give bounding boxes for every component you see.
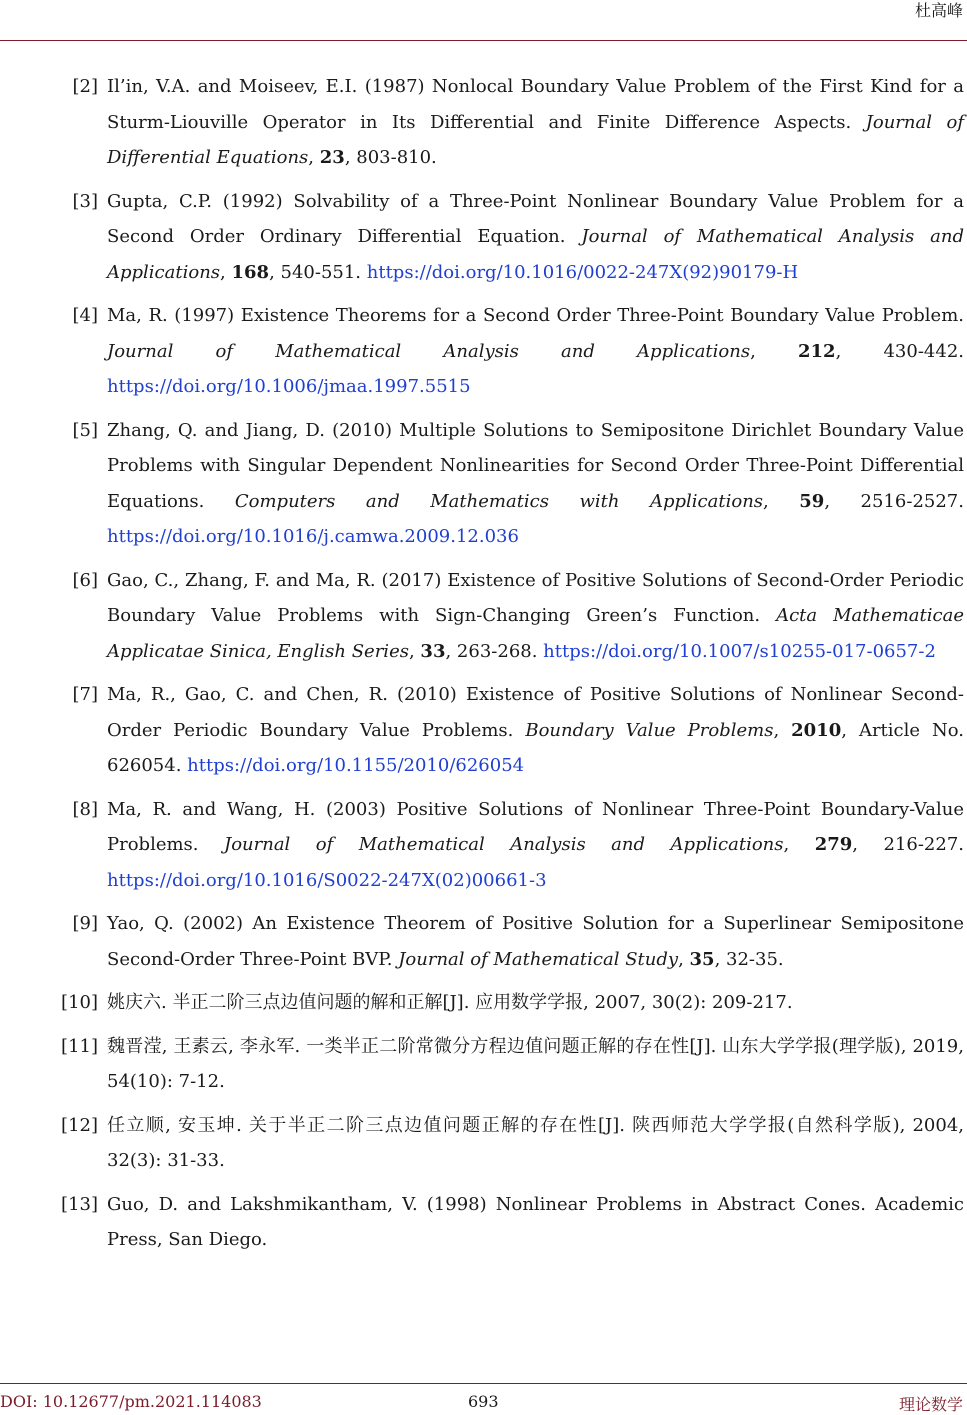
reference-text: Ma, R. and Wang, H. (2003) Positive Solutions of Nonlinear Three-Point Boundary-Value Problems. (107, 798, 964, 855)
reference-item (61, 1108, 964, 1179)
reference-volume: 279 (814, 834, 853, 855)
reference-pages: , 540-551. (269, 261, 367, 283)
reference-doi-link[interactable]: https://doi.org/10.1007/s10255-017-0657-2 (543, 640, 936, 662)
reference-journal: Journal of Mathematical Analysis and Applications (107, 340, 751, 362)
reference-journal: Journal of Mathematical Analysis and Applications (107, 226, 965, 283)
reference-item (61, 985, 964, 1021)
reference-doi-link[interactable]: https://doi.org/10.1006/jmaa.1997.5515 (107, 376, 471, 397)
reference-doi-link[interactable]: https://doi.org/10.1016/S0022-247X(02)00661-3 (107, 869, 547, 891)
reference-journal: Acta Mathematicae Applicatae Sinica, English Series (107, 605, 964, 662)
reference-item: [7] Ma, R., Gao, C. and Chen, R. (2010) Existence of Positive Solutions of Nonlinear Second-Order Periodic Boundary Value Problems. Boundary Value Problems, 2010, Article No. 626054. https://doi.org/10.1155/2010/626054 (107, 677, 964, 784)
reference-volume: 59 (799, 490, 825, 512)
page-number: 693 (468, 1392, 499, 1411)
reference-text: Gupta, C.P. (1992) Solvability of a Three-Point Nonlinear Boundary Value Problem for a Second Order Ordinary Differential Equation. (107, 190, 964, 247)
reference-text: Guo, D. and Lakshmikantham, V. (1998) Nonlinear Problems in Abstract Cones. Academic Press, San Diego. (107, 1193, 964, 1250)
reference-number: [6] (72, 569, 98, 591)
reference-number: [8] (72, 798, 98, 820)
reference-number: [2] (72, 76, 98, 97)
reference-item (61, 1187, 964, 1258)
reference-doi-link[interactable]: https://doi.org/10.1016/j.camwa.2009.12.036 (107, 526, 519, 547)
reference-item: [3] Gupta, C.P. (1992) Solvability of a Three-Point Nonlinear Boundary Value Problem for a Second Order Ordinary Differential Equation. Journal of Mathematical Analysis and Applications, 168, 540-551. https://doi.org/10.1016/0022-247X(92)90179-H (107, 184, 964, 291)
reference-number: [11] (61, 1035, 98, 1057)
reference-pages: , 430-442. (835, 340, 964, 362)
footer-journal-name: 理论数学 (898, 1395, 963, 1414)
reference-item (61, 1029, 964, 1100)
reference-journal: Boundary Value Problems (525, 719, 774, 741)
reference-text: Il’in, V.A. and Moiseev, E.I. (1987) Nonlocal Boundary Value Problem of the First Kind for a Sturm-Liouville Operator in Its Differential and Finite Difference Aspects. (107, 76, 964, 133)
reference-item: [8] Ma, R. and Wang, H. (2003) Positive Solutions of Nonlinear Three-Point Boundary-Value Problems. Journal of Mathematical Analysis and Applications, 279, 216-227. https://doi.org/10.1016/S0022-247X(02)00661-3 (107, 792, 964, 899)
reference-item: [6] Gao, C., Zhang, F. and Ma, R. (2017) Existence of Positive Solutions of Second-Order Periodic Boundary Value Problems with Sign-Changing Green’s Function. Acta Mathematicae Applicatae Sinica, English Series, 33, 263-268. https://doi.org/10.1007/s10255-017-0657-2 (107, 563, 964, 670)
reference-volume: 23 (319, 147, 345, 168)
reference-number: [9] (72, 913, 98, 934)
reference-number: [10] (61, 992, 98, 1013)
reference-text: Yao, Q. (2002) An Existence Theorem of Positive Solution for a Superlinear Semipositone Second-Order Three-Point BVP. (107, 913, 964, 970)
reference-pages: , 803-810. (344, 147, 437, 168)
reference-pages: , 263-268. (445, 640, 544, 662)
reference-number: [7] (72, 684, 98, 705)
reference-text: Gao, C., Zhang, F. and Ma, R. (2017) Existence of Positive Solutions of Second-Order Periodic Boundary Value Problems with Sign-Changing Green’s Function. (107, 569, 964, 626)
footer-doi[interactable]: DOI: 10.12677/pm.2021.114083 (0, 1392, 262, 1411)
reference-text: 魏晋滢, 王素云, 李永军. 一类半正二阶常微分方程边值问题正解的存在性[J]. 山东大学学报(理学版), 2019, 54(10): 7-12. (107, 1035, 964, 1092)
reference-journal: Journal of Mathematical Study (398, 948, 679, 970)
reference-pages: , 216-227. (852, 834, 965, 855)
reference-number: [5] (72, 419, 98, 441)
reference-number: [12] (61, 1114, 98, 1136)
reference-doi-link[interactable]: https://doi.org/10.1155/2010/626054 (187, 755, 525, 776)
reference-volume: 33 (420, 640, 446, 662)
reference-item: [9] Yao, Q. (2002) An Existence Theorem of Positive Solution for a Superlinear Semipositone Second-Order Three-Point BVP. Journal of Mathematical Study, 35, 32-35. (107, 906, 964, 977)
reference-number: [3] (72, 190, 98, 212)
reference-number: [13] (61, 1193, 98, 1215)
footer-divider (0, 1383, 967, 1384)
reference-text: Zhang, Q. and Jiang, D. (2010) Multiple Solutions to Semipositone Dirichlet Boundary Value Problems with Singular Dependent Nonlinearities for Second Order Three-Point Differential Equations. (107, 419, 964, 512)
reference-volume: 168 (231, 261, 270, 283)
reference-volume: 212 (798, 340, 836, 362)
reference-journal: Journal of Differential Equations (107, 111, 964, 168)
reference-pages: , 32-35. (714, 948, 784, 970)
reference-text: 姚庆六. 半正二阶三点边值问题的解和正解[J]. 应用数学学报, 2007, 30(2): 209-217. (107, 992, 793, 1013)
header-divider (0, 40, 967, 41)
reference-text: Ma, R., Gao, C. and Chen, R. (2010) Existence of Positive Solutions of Nonlinear Second-Order Periodic Boundary Value Problems. (107, 684, 964, 741)
header-author: 杜高峰 (914, 1, 963, 20)
reference-journal: Journal of Mathematical Analysis and Applications (223, 834, 784, 855)
reference-item: [5] Zhang, Q. and Jiang, D. (2010) Multiple Solutions to Semipositone Dirichlet Boundary Value Problems with Singular Dependent Nonlinearities for Second Order Three-Point Differential Equations. Computers and Mathematics with Applications, 59, 2516-2527. https://doi.org/10.1016/j.camwa.2009.12.036 (107, 413, 964, 555)
reference-item: [4] Ma, R. (1997) Existence Theorems for a Second Order Three-Point Boundary Value Problem. Journal of Mathematical Analysis and Applications, 212, 430-442. https://doi.org/10.1006/jmaa.1997.5515 (107, 298, 964, 405)
reference-item: [2] Il’in, V.A. and Moiseev, E.I. (1987) Nonlocal Boundary Value Problem of the First Kind for a Sturm-Liouville Operator in Its Differential and Finite Difference Aspects. Journal of Differential Equations, 23, 803-810. (107, 69, 964, 176)
reference-doi-link[interactable]: https://doi.org/10.1016/0022-247X(92)90179-H (366, 261, 799, 283)
reference-pages: , 2516-2527. (824, 490, 964, 512)
reference-pages: , Article No. 626054. (107, 719, 964, 776)
reference-text: Ma, R. (1997) Existence Theorems for a Second Order Three-Point Boundary Value Problem. (107, 305, 964, 326)
reference-journal: Computers and Mathematics with Applications (234, 490, 764, 512)
reference-volume: 35 (689, 948, 715, 970)
reference-text: 任立顺, 安玉坤. 关于半正二阶三点边值问题正解的存在性[J]. 陕西师范大学学报(自然科学版), 2004, 32(3): 31-33. (107, 1114, 964, 1171)
reference-number: [4] (72, 305, 98, 326)
reference-volume: 2010 (791, 719, 842, 741)
reference-list (0, 69, 967, 1266)
